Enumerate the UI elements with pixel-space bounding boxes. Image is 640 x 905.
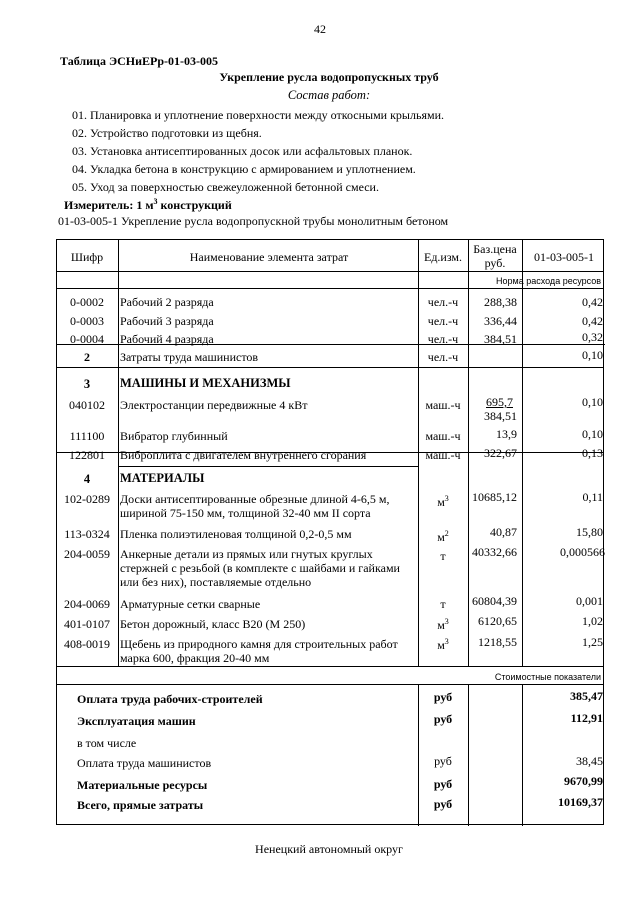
total-name: в том числе <box>77 736 137 750</box>
norm-label: Норма расхода ресурсов <box>496 276 601 286</box>
row-value: 0,000566 <box>560 545 605 559</box>
total-name: Оплата труда машинистов <box>77 756 212 770</box>
row-name: Щебень из природного камня для строительных работ марка 600, фракция 20-40 мм <box>120 637 398 665</box>
header-name: Наименование элемента затрат <box>189 250 349 264</box>
total-value: 38,45 <box>576 754 603 768</box>
row-name: Рабочий 4 разряда <box>120 332 214 346</box>
meter-label: Измеритель: 1 м <box>64 198 154 212</box>
row-code: 0-0004 <box>70 332 104 346</box>
row-price: 40332,66 <box>472 545 517 559</box>
row-value: 0,10 <box>582 395 603 409</box>
row-code: 204-0069 <box>64 597 110 611</box>
row-value: 0,001 <box>576 594 603 608</box>
header-unit: Ед.изм. <box>423 250 463 264</box>
work-item: 02. Устройство подготовки из щебня. <box>72 126 262 140</box>
row-name: Пленка полиэтиленовая толщиной 0,2-0,5 мм <box>120 527 352 541</box>
meter-sup: 3 <box>153 197 158 206</box>
row-code: 204-0059 <box>64 547 110 561</box>
meter-line <box>64 197 232 213</box>
row-unit: $м^2$ <box>437 529 449 544</box>
row-code: 122801 <box>69 448 105 462</box>
total-name: Эксплуатация машин <box>77 714 196 728</box>
row-name: Бетон дорожный, класс В20 (М 250) <box>120 617 306 631</box>
total-value: 10169,37 <box>558 795 603 809</box>
row-code: 102-0289 <box>64 492 110 506</box>
section-number: 4 <box>83 472 91 486</box>
total-unit: руб <box>433 777 453 791</box>
row-code: 0-0003 <box>70 314 104 328</box>
row-unit: чел.-ч <box>427 332 459 346</box>
row-code: 040102 <box>69 398 105 412</box>
total-name: Оплата труда рабочих-строителей <box>77 692 263 706</box>
row-price: 336,44 <box>484 314 517 328</box>
row-price: 40,87 <box>490 525 517 539</box>
header-value: 01-03-005-1 <box>534 250 594 264</box>
meter-rest: конструкций <box>157 198 232 212</box>
row-value: 0,42 <box>582 314 603 328</box>
row-price: 6120,65 <box>478 614 517 628</box>
row-price: 322,67 <box>484 446 517 460</box>
total-value: 385,47 <box>570 689 603 703</box>
total-value: 112,91 <box>570 711 603 725</box>
work-item: 01. Планировка и уплотнение поверхности между откосными крыльями. <box>72 108 444 122</box>
page-number: 42 <box>314 22 326 36</box>
row-price: 10685,12 <box>472 490 517 504</box>
cost-label: Стоимостные показатели <box>494 672 601 682</box>
row-price: 13,9 <box>496 427 517 441</box>
row-code: 0-0002 <box>70 295 104 309</box>
total-unit: руб <box>433 712 453 726</box>
row-name: Электростанции передвижные 4 кВт <box>120 398 308 412</box>
work-item: 05. Уход за поверхностью свежеуложенной бетонной смеси. <box>72 180 379 194</box>
total-name: Материальные ресурсы <box>77 778 208 792</box>
resource-table <box>56 239 604 825</box>
row-unit: $м^3$ <box>437 617 449 632</box>
row-price-secondary: 384,51 <box>484 409 517 423</box>
total-unit: руб <box>433 797 453 811</box>
section-subtitle: Укрепление русла водопропускных труб <box>219 70 439 84</box>
works-list <box>72 106 444 196</box>
total-unit: руб <box>433 690 453 704</box>
row-price: 384,51 <box>484 332 517 346</box>
composition-label: Состав работ: <box>287 88 371 102</box>
row-unit: чел.-ч <box>427 350 459 364</box>
row-code: 111100 <box>69 429 105 443</box>
row-value: 0,11 <box>582 490 603 504</box>
row-value: 0,13 <box>582 446 603 460</box>
row-name: Затраты труда машинистов <box>120 350 259 364</box>
work-item: 03. Установка антисептированных досок или асфальтовых планок. <box>72 144 413 158</box>
row-unit: чел.-ч <box>427 295 459 309</box>
row-price: 288,38 <box>484 295 517 309</box>
total-name: Всего, прямые затраты <box>77 798 204 812</box>
row-price <box>469 395 513 409</box>
total-value: 9670,99 <box>564 774 603 788</box>
row-value: 0,10 <box>582 348 603 362</box>
row-unit: т <box>440 597 446 611</box>
row-unit: маш.-ч <box>425 448 461 462</box>
row-unit: т <box>440 549 446 563</box>
row-value: 0,32 <box>582 330 603 344</box>
row-value: 1,02 <box>582 614 603 628</box>
row-name: Рабочий 3 разряда <box>120 314 214 328</box>
row-value: 0,10 <box>582 427 603 441</box>
section-number: 2 <box>84 350 90 364</box>
row-unit: чел.-ч <box>427 314 459 328</box>
row-value: 1,25 <box>582 635 603 649</box>
row-value: 15,80 <box>576 525 603 539</box>
section-number: 3 <box>83 377 91 391</box>
row-code: 408-0019 <box>64 637 110 651</box>
row-name: Рабочий 2 разряда <box>120 295 214 309</box>
row-price: 60804,39 <box>472 594 517 608</box>
work-item: 04. Укладка бетона в конструкцию с армированием и уплотнением. <box>72 162 416 176</box>
code-line: 01-03-005-1 Укрепление русла водопропускной трубы монолитным бетоном <box>58 214 449 228</box>
section-title: МАШИНЫ И МЕХАНИЗМЫ <box>120 376 291 390</box>
row-price: 1218,55 <box>478 635 517 649</box>
row-unit: маш.-ч <box>425 398 461 412</box>
header-code: Шифр <box>70 250 104 264</box>
total-unit: руб <box>434 754 452 768</box>
row-unit: $м^3$ <box>437 494 449 509</box>
row-value: 0,42 <box>582 295 603 309</box>
row-name: Анкерные детали из прямых или гнутых круглых стержней с резьбой (в комплекте с шайбами и гайками или без них), поставляемые отдельно <box>120 547 400 589</box>
row-code: 401-0107 <box>64 617 110 631</box>
row-name: Виброплита с двигателем внутреннего сгорания <box>120 448 367 462</box>
row-unit: $м^3$ <box>437 637 449 652</box>
table-title: Таблица ЭСНиЕРр-01-03-005 <box>60 54 219 68</box>
row-code: 113-0324 <box>64 527 110 541</box>
row-unit: маш.-ч <box>425 429 461 443</box>
price-value: 695,7 <box>486 395 513 409</box>
header-price: Баз.цена руб. <box>473 242 517 270</box>
section-title: МАТЕРИАЛЫ <box>120 471 205 485</box>
row-name: Вибратор глубинный <box>120 429 228 443</box>
row-name: Арматурные сетки сварные <box>120 597 261 611</box>
region-footer: Ненецкий автономный округ <box>255 842 403 856</box>
row-name: Доски антисептированные обрезные длиной 4-6,5 м, шириной 75-150 мм, толщиной 32-40 мм II сорта <box>120 492 390 520</box>
